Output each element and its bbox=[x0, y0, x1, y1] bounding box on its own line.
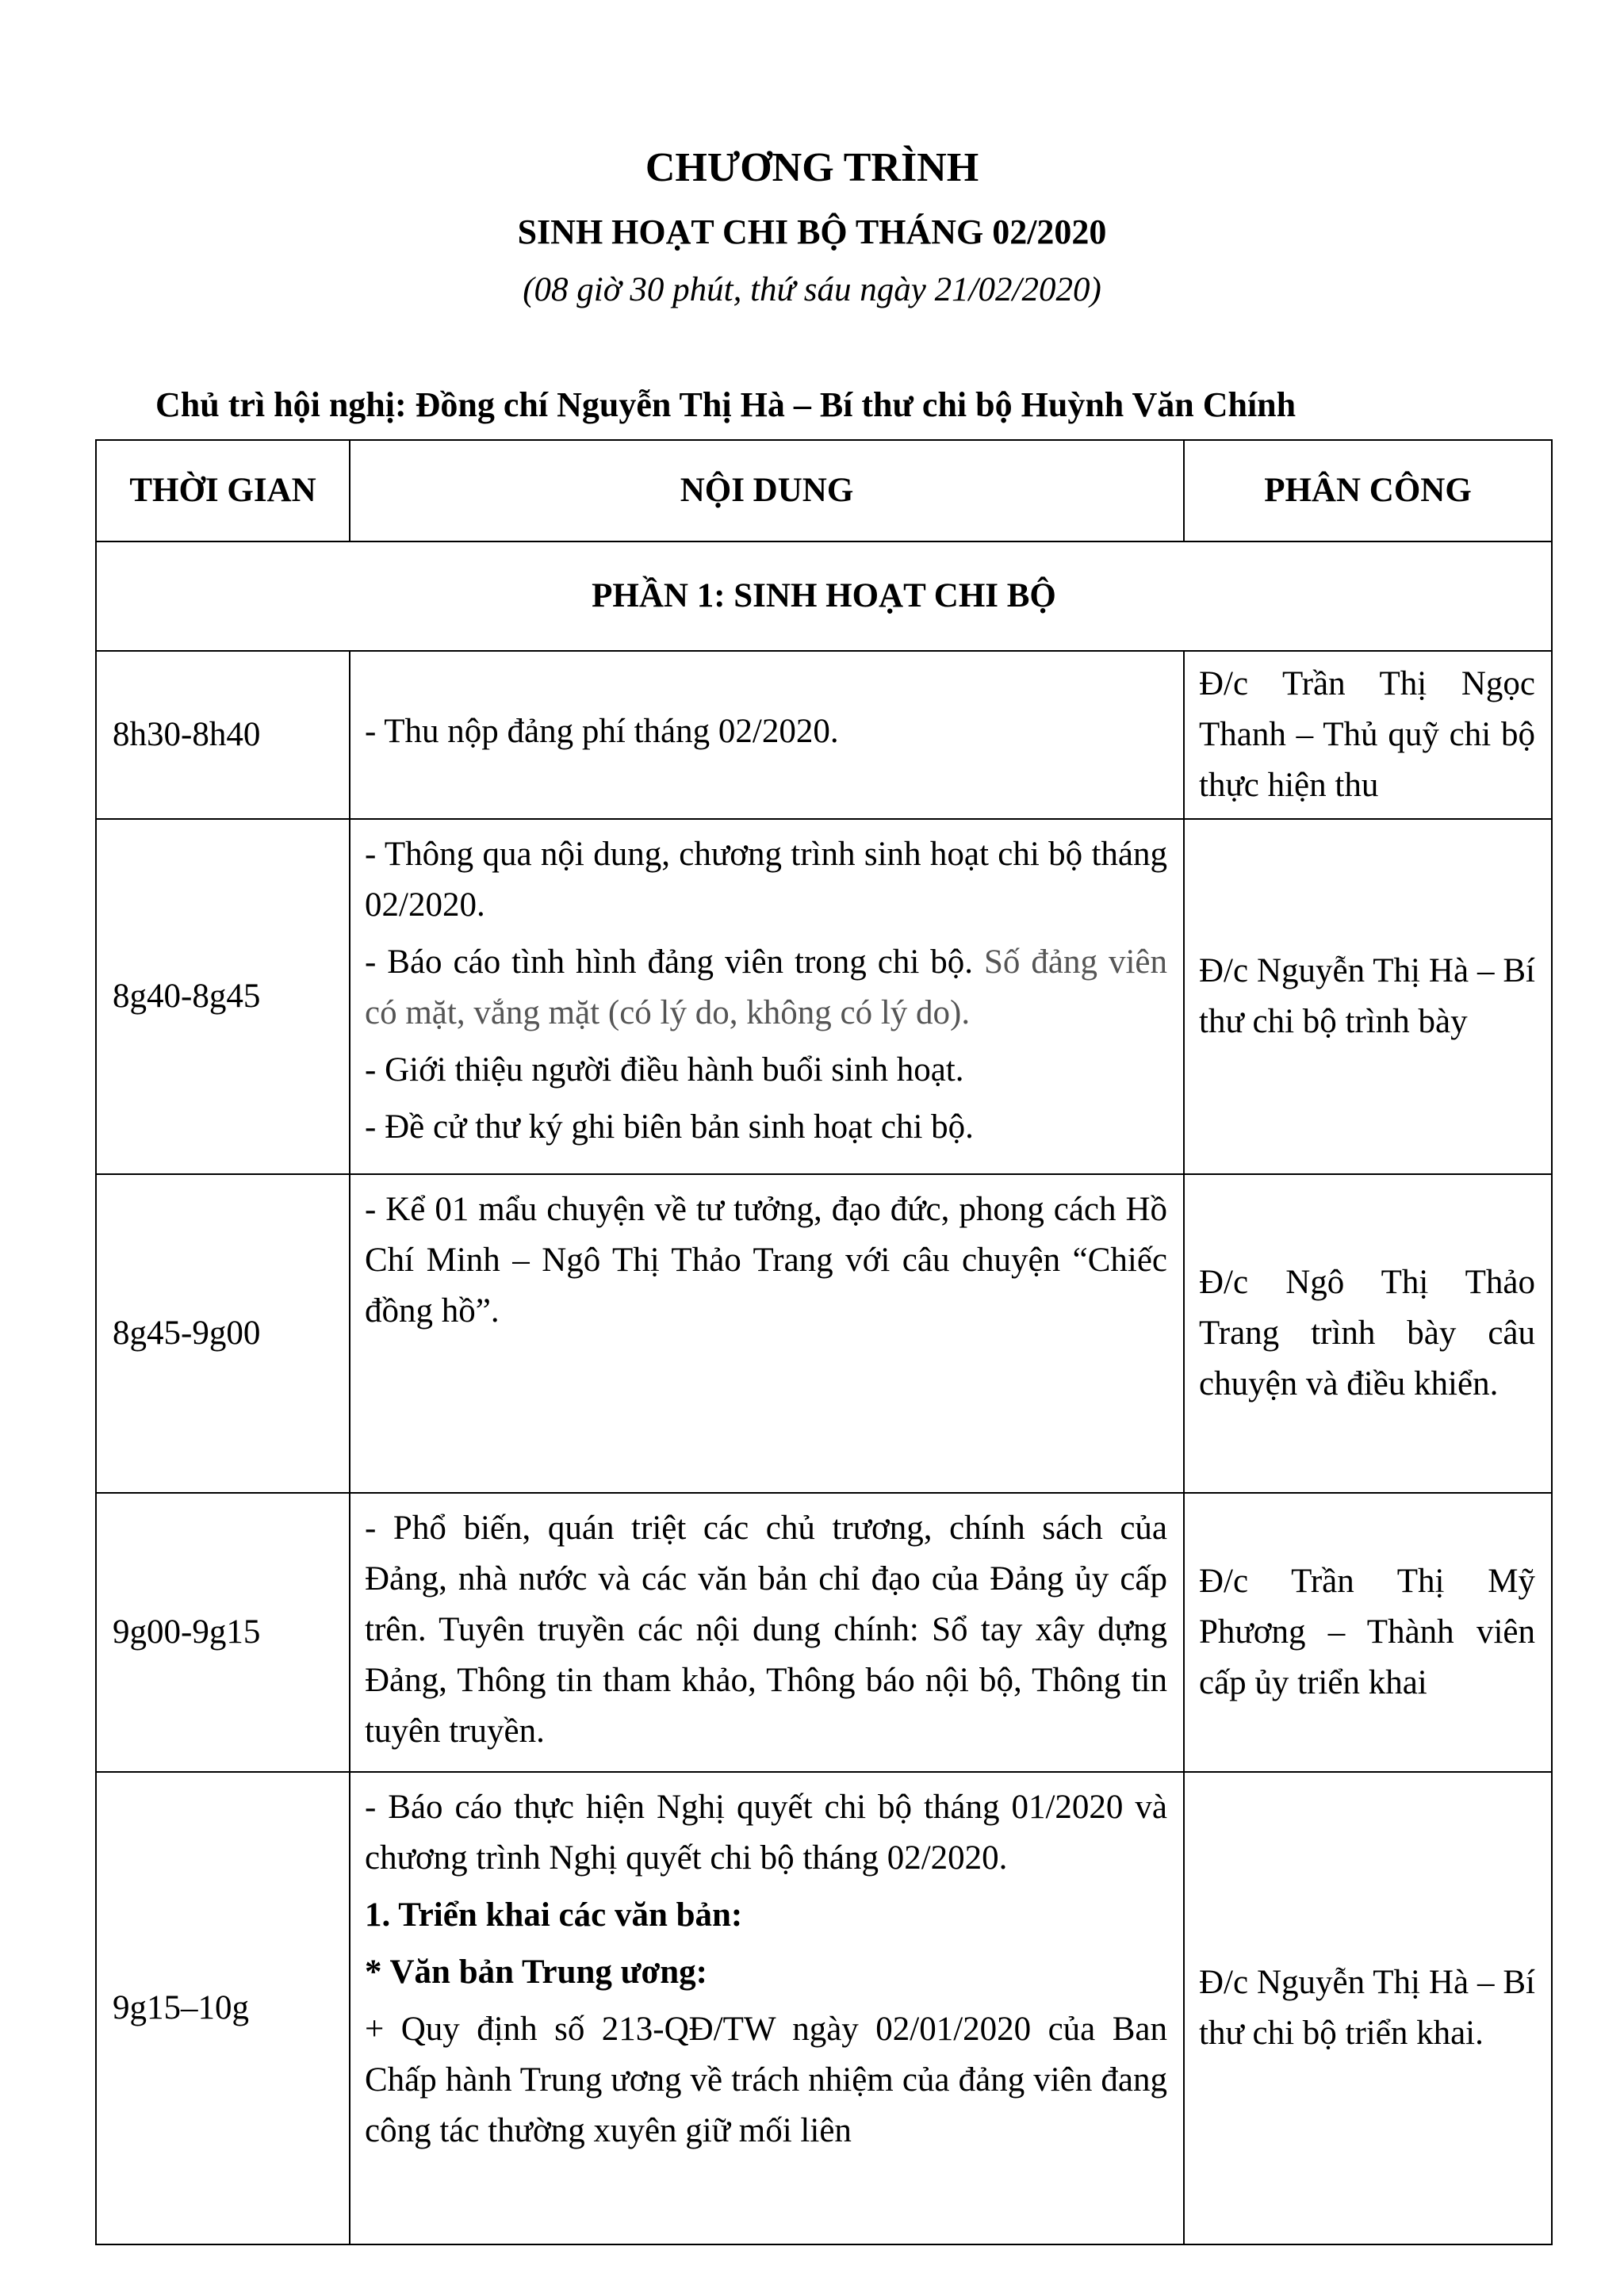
row-content bbox=[350, 1174, 1184, 1493]
content-heading: 1. Triển khai các văn bản: bbox=[365, 1896, 743, 1934]
row-time: 8h30-8h40 bbox=[96, 651, 350, 819]
row-time: 8g40-8g45 bbox=[96, 819, 350, 1174]
table-row bbox=[96, 1174, 1552, 1493]
row-time: 9g00-9g15 bbox=[96, 1493, 350, 1772]
row-time: 8g45-9g00 bbox=[96, 1174, 350, 1493]
row-assignment: Đ/c Ngô Thị Thảo Trang trình bày câu chuyện và điều khiển. bbox=[1184, 1174, 1552, 1493]
document-title: CHƯƠNG TRÌNH bbox=[645, 145, 979, 190]
row-assignment: Đ/c Nguyễn Thị Hà – Bí thư chi bộ triển khai. bbox=[1184, 1772, 1552, 2244]
meeting-chair: Chủ trì hội nghị: Đồng chí Nguyễn Thị Hà – Bí thư chi bộ Huỳnh Văn Chính bbox=[155, 385, 1297, 424]
table-row bbox=[96, 819, 1552, 1174]
content-line: - Phổ biến, quán triệt các chủ trương, chính sách của Đảng, nhà nước và các văn bản chỉ đạo của Đảng ủy cấp trên. Tuyên truyền các nội dung chính: Sổ tay xây dựng Đảng, Thông tin tham khảo, Thông báo nội bộ, Thông tin tuyên truyền. bbox=[365, 1510, 1167, 1750]
row-content bbox=[350, 651, 1184, 819]
row-time: 9g15–10g bbox=[96, 1772, 350, 2244]
content-line bbox=[365, 937, 1167, 1039]
table-row bbox=[96, 1493, 1552, 1772]
agenda-table bbox=[95, 439, 1553, 2245]
header-content: NỘI DUNG bbox=[350, 440, 1184, 541]
content-line: - Thu nộp đảng phí tháng 02/2020. bbox=[365, 713, 839, 750]
header-assignment: PHÂN CÔNG bbox=[1184, 440, 1552, 541]
content-line: - Đề cử thư ký ghi biên bản sinh hoạt chi bộ. bbox=[365, 1108, 974, 1146]
row-assignment: Đ/c Nguyễn Thị Hà – Bí thư chi bộ trình bày bbox=[1184, 819, 1552, 1174]
content-heading: * Văn bản Trung ương: bbox=[365, 1954, 707, 1991]
content-text: Số đảng viên có mặt, vắng mặt (có lý do, không có lý do). bbox=[365, 943, 1167, 1031]
table-row bbox=[96, 651, 1552, 819]
meeting-datetime: (08 giờ 30 phút, thứ sáu ngày 21/02/2020) bbox=[523, 271, 1101, 308]
content-line: - Kể 01 mẩu chuyện về tư tưởng, đạo đức, phong cách Hồ Chí Minh – Ngô Thị Thảo Trang với câu chuyện “Chiếc đồng hồ”. bbox=[365, 1191, 1167, 1330]
row-content bbox=[350, 1493, 1184, 1772]
row-assignment: Đ/c Trần Thị Ngọc Thanh – Thủ quỹ chi bộ thực hiện thu bbox=[1184, 651, 1552, 819]
document-subtitle: SINH HOẠT CHI BỘ THÁNG 02/2020 bbox=[517, 212, 1107, 251]
header-time: THỜI GIAN bbox=[96, 440, 350, 541]
table-header-row bbox=[96, 440, 1552, 541]
row-content bbox=[350, 819, 1184, 1174]
section-title: PHẦN 1: SINH HOẠT CHI BỘ bbox=[96, 541, 1552, 651]
content-text: - Báo cáo tình hình đảng viên trong chi bộ. bbox=[365, 943, 974, 981]
content-line: + Quy định số 213-QĐ/TW ngày 02/01/2020 của Ban Chấp hành Trung ương về trách nhiệm của đảng viên đang công tác thường xuyên giữ mối liên bbox=[365, 2011, 1167, 2149]
section-row bbox=[96, 541, 1552, 651]
content-line: - Giới thiệu người điều hành buổi sinh hoạt. bbox=[365, 1051, 964, 1089]
content-line: - Báo cáo thực hiện Nghị quyết chi bộ tháng 01/2020 và chương trình Nghị quyết chi bộ tháng 02/2020. bbox=[365, 1789, 1167, 1877]
table-row bbox=[96, 1772, 1552, 2244]
row-content bbox=[350, 1772, 1184, 2244]
content-line: - Thông qua nội dung, chương trình sinh hoạt chi bộ tháng 02/2020. bbox=[365, 836, 1167, 924]
row-assignment: Đ/c Trần Thị Mỹ Phương – Thành viên cấp ủy triển khai bbox=[1184, 1493, 1552, 1772]
